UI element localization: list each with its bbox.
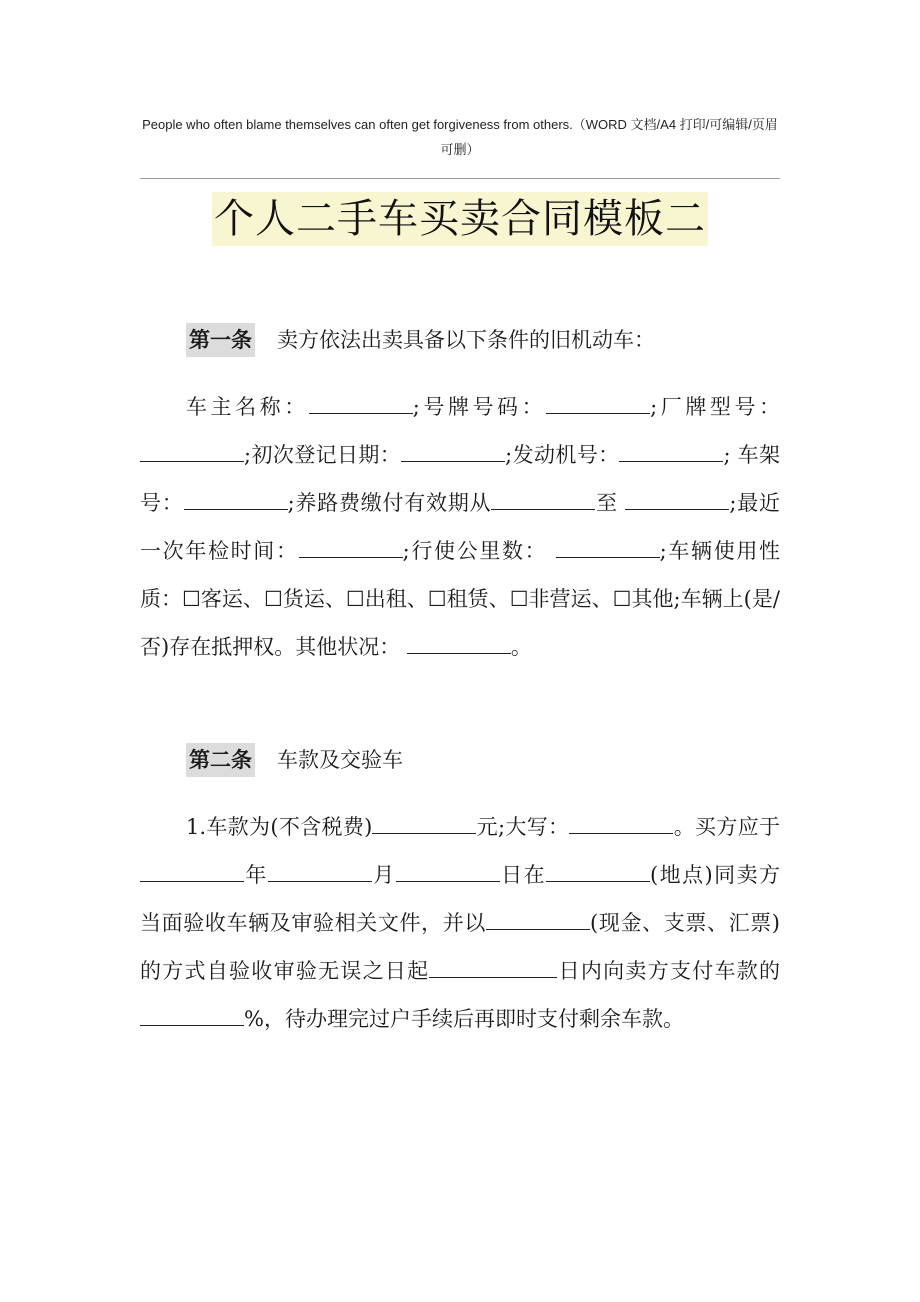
frame-number-label: 车架号： xyxy=(140,443,781,515)
vehicle-conditions-paragraph: 车主名称： ;号牌号码： ;厂牌型号：;初次登记日期： ;发动机号： ; 车架号： ;养路费缴付有效期从 至 ;最近一次年检时间： ;行使公里数： ;车辆使用性质：☐客运、☐货运、☐出租、☐租赁、☐非营运、☐其他;车辆上(是/否)存在抵押权。其他状况： 。 xyxy=(140,383,780,671)
header-line-1: People who often blame themselves can often get forgiveness from others.（WORD 文档/A4 打印/可编辑/页眉 xyxy=(142,117,778,132)
article-1-title: 卖方依法出卖具备以下条件的旧机动车： xyxy=(277,328,655,352)
frame-number-blank xyxy=(184,485,288,510)
year-blank xyxy=(140,857,244,882)
engine-number-blank xyxy=(619,437,723,462)
other-status-blank xyxy=(407,629,511,654)
location-blank xyxy=(546,857,650,882)
header-divider xyxy=(140,178,780,179)
payment-ratio-label: 日内向卖方支付车款的 xyxy=(557,959,780,983)
remaining-payment-text: %，待办理完过户手续后再即时支付剩余车款。 xyxy=(244,1007,684,1031)
mileage-blank xyxy=(556,533,660,558)
mileage-label: ;行使公里数： xyxy=(402,539,548,563)
article-2-label: 第二条 xyxy=(186,743,255,777)
payment-method-text: (现金、支票、汇票)的方式自验收审验无误之日起 xyxy=(140,911,781,983)
article-2-title: 车款及交验车 xyxy=(277,748,403,772)
article-1-label: 第一条 xyxy=(186,323,255,357)
title-container xyxy=(0,192,920,246)
plate-number-label: ;号牌号码： xyxy=(412,395,547,419)
article-1-body xyxy=(140,383,780,671)
payment-paragraph xyxy=(140,803,780,1043)
day-blank xyxy=(396,857,500,882)
day-label: 日在 xyxy=(499,863,547,887)
days-blank xyxy=(429,953,557,978)
header-line-2: 可删） xyxy=(440,142,480,157)
month-blank xyxy=(268,857,372,882)
road-fee-label: ;养路费缴付有效期从 xyxy=(287,491,492,515)
price-label: 1.车款为(不含税费) xyxy=(186,815,373,839)
month-label: 月 xyxy=(371,863,396,887)
paragraph-end-mark: 。 xyxy=(510,635,532,659)
owner-name-label: 车主名称： xyxy=(186,395,309,419)
inspection-text: (地点)同卖方当面验收车辆及审验相关文件，并以 xyxy=(140,863,781,935)
road-fee-to-blank xyxy=(625,485,729,510)
last-inspection-blank xyxy=(299,533,403,558)
percent-blank xyxy=(140,1001,244,1026)
price-in-words-label: 元;大写： xyxy=(476,815,570,839)
buyer-date-label: 。买方应于 xyxy=(673,815,781,839)
year-label: 年 xyxy=(244,863,268,887)
usage-type-text: ;车辆使用性质：☐客运、☐货运、☐出租、☐租赁、☐非营运、☐其他;车辆上(是/否)存在抵押权。其他状况： xyxy=(140,539,781,659)
document-title: 个人二手车买卖合同模板二 xyxy=(212,192,708,246)
article-2-heading xyxy=(186,743,403,777)
article-2-body xyxy=(140,803,780,1043)
price-in-words-blank xyxy=(569,809,673,834)
engine-number-label: ;发动机号： xyxy=(505,443,620,467)
page-header xyxy=(140,112,780,162)
first-registration-blank xyxy=(401,437,505,462)
owner-name-blank xyxy=(309,389,413,414)
first-registration-label: ;初次登记日期： xyxy=(244,443,402,467)
plate-number-blank xyxy=(546,389,650,414)
brand-model-label: ;厂牌型号： xyxy=(650,395,781,419)
brand-model-blank xyxy=(140,437,244,462)
road-fee-from-blank xyxy=(491,485,595,510)
last-inspection-label: ;最近一次年检时间： xyxy=(140,491,781,563)
road-fee-to-label: 至 xyxy=(595,491,618,515)
payment-method-blank xyxy=(486,905,590,930)
article-1-heading xyxy=(186,323,655,357)
price-blank xyxy=(372,809,476,834)
